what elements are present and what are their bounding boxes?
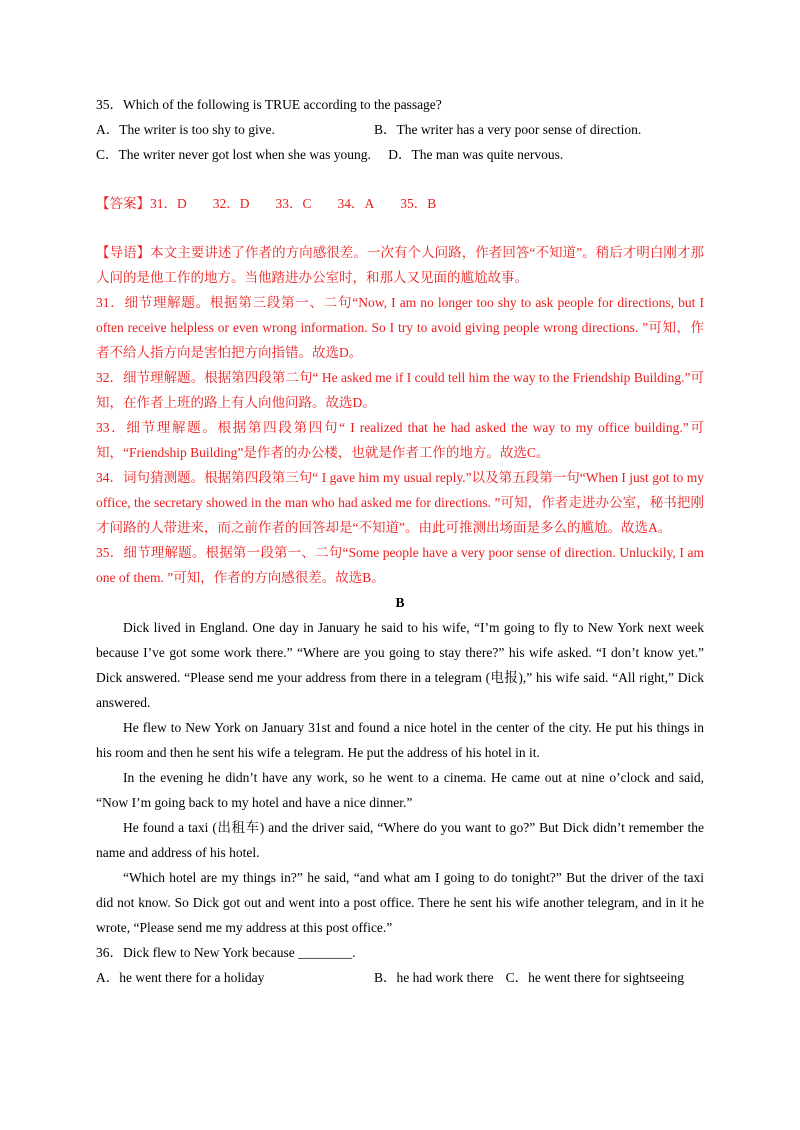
passage-paragraph: He flew to New York on January 31st and found a nice hotel in the center of the city. He put his things in his room and then he sent his wife a telegram. He put the address of his hotel in it. — [96, 720, 704, 760]
answer-item: 31．D — [150, 196, 187, 211]
question-35-options-row-2 — [96, 142, 704, 167]
answer-item: 34．A — [337, 196, 375, 211]
passage-paragraph: He found a taxi (出租车) and the driver said, “Where do you want to go?” But Dick didn’t remember the name and address of his hotel. — [96, 820, 704, 860]
document-page — [96, 92, 704, 990]
explanation-32: 32．细节理解题。根据第四段第二句“ He asked me if I could tell him the way to the Friendship Building.”可知，在作者上班的路上有人向他问路。故选D。 — [96, 370, 704, 410]
answer-item: 35．B — [400, 196, 437, 211]
question-35-options-row-1 — [96, 117, 704, 142]
passage-paragraph: In the evening he didn’t have any work, so he went to a cinema. He came out at nine o’clock and said, “Now I’m going back to my hotel and have a nice dinner.” — [96, 770, 704, 810]
question-35-option-a: A．The writer is too shy to give. — [96, 122, 275, 137]
answer-key-label: 【答案】 — [96, 196, 150, 211]
question-36-option-c: C．he went there for sightseeing — [505, 970, 685, 985]
question-36-stem: 36．Dick flew to New York because ________. — [96, 945, 356, 960]
passage-paragraph: Dick lived in England. One day in January he said to his wife, “I’m going to fly to New York next week because I’ve got some work there.” “Where are you going to stay there?” his wife asked. “I don’t know yet.” Dick answered. “Please send me your address from there in a telegram (电报),” his wife said. “All right,” Dick answered. — [96, 620, 704, 710]
question-35-option-b: B．The writer has a very poor sense of direction. — [374, 122, 642, 137]
explanation-35: 35．细节理解题。根据第一段第一、二句“Some people have a very poor sense of direction. Unluckily, I am one of them. ”可知，作者的方向感很差。故选B。 — [96, 545, 704, 585]
question-35-option-c: C．The writer never got lost when she was young. — [96, 147, 371, 162]
answer-key — [96, 191, 704, 216]
question-35-option-d: D．The man was quite nervous. — [388, 147, 564, 162]
answer-item: 32．D — [212, 196, 250, 211]
passage-paragraph: “Which hotel are my things in?” he said, “and what am I going to do tonight?” But the driver of the taxi did not know. So Dick got out and went into a post office. There he sent his wife another telegram, and in it he wrote, “Please send me my address at this post office.” — [96, 870, 704, 935]
explanation-33: 33．细节理解题。根据第四段第四句“ I realized that he had asked the way to my office building.”可知，“Friendship Building”是作者的办公楼，也就是作者工作的地方。故选C。 — [96, 420, 704, 460]
question-36-option-a: A．he went there for a holiday — [96, 970, 265, 985]
question-36-option-b: B．he had work there — [374, 970, 494, 985]
explanation-34: 34．词句猜测题。根据第四段第三句“ I gave him my usual reply.”以及第五段第一句“When I just got to my office, the secretary showed in the man who had asked me for directions. ”可知，作者走进办公室，秘书把刚才问路的人带进来，而之前作者的回答却是“不知道”。由此可推测出场面是多么的尴尬。故选A。 — [96, 470, 704, 535]
question-35-stem: 35．Which of the following is TRUE according to the passage? — [96, 97, 442, 112]
explanation-31: 31．细节理解题。根据第三段第一、二句“Now, I am no longer too shy to ask people for directions, but I often receive helpless or even wrong information. So I try to avoid giving people wrong directions. ”可知，作者不给人指方向是害怕把方向指错。故选D。 — [96, 295, 704, 360]
section-b-title: B — [395, 595, 405, 610]
guide-intro: 【导语】本文主要讲述了作者的方向感很差。一次有个人问路，作者回答“不知道”。稍后才明白刚才那人问的是他工作的地方。当他踏进办公室时，和那人又见面的尴尬故事。 — [96, 245, 704, 285]
answer-item: 33．C — [275, 196, 312, 211]
question-36-options-row — [96, 965, 704, 990]
